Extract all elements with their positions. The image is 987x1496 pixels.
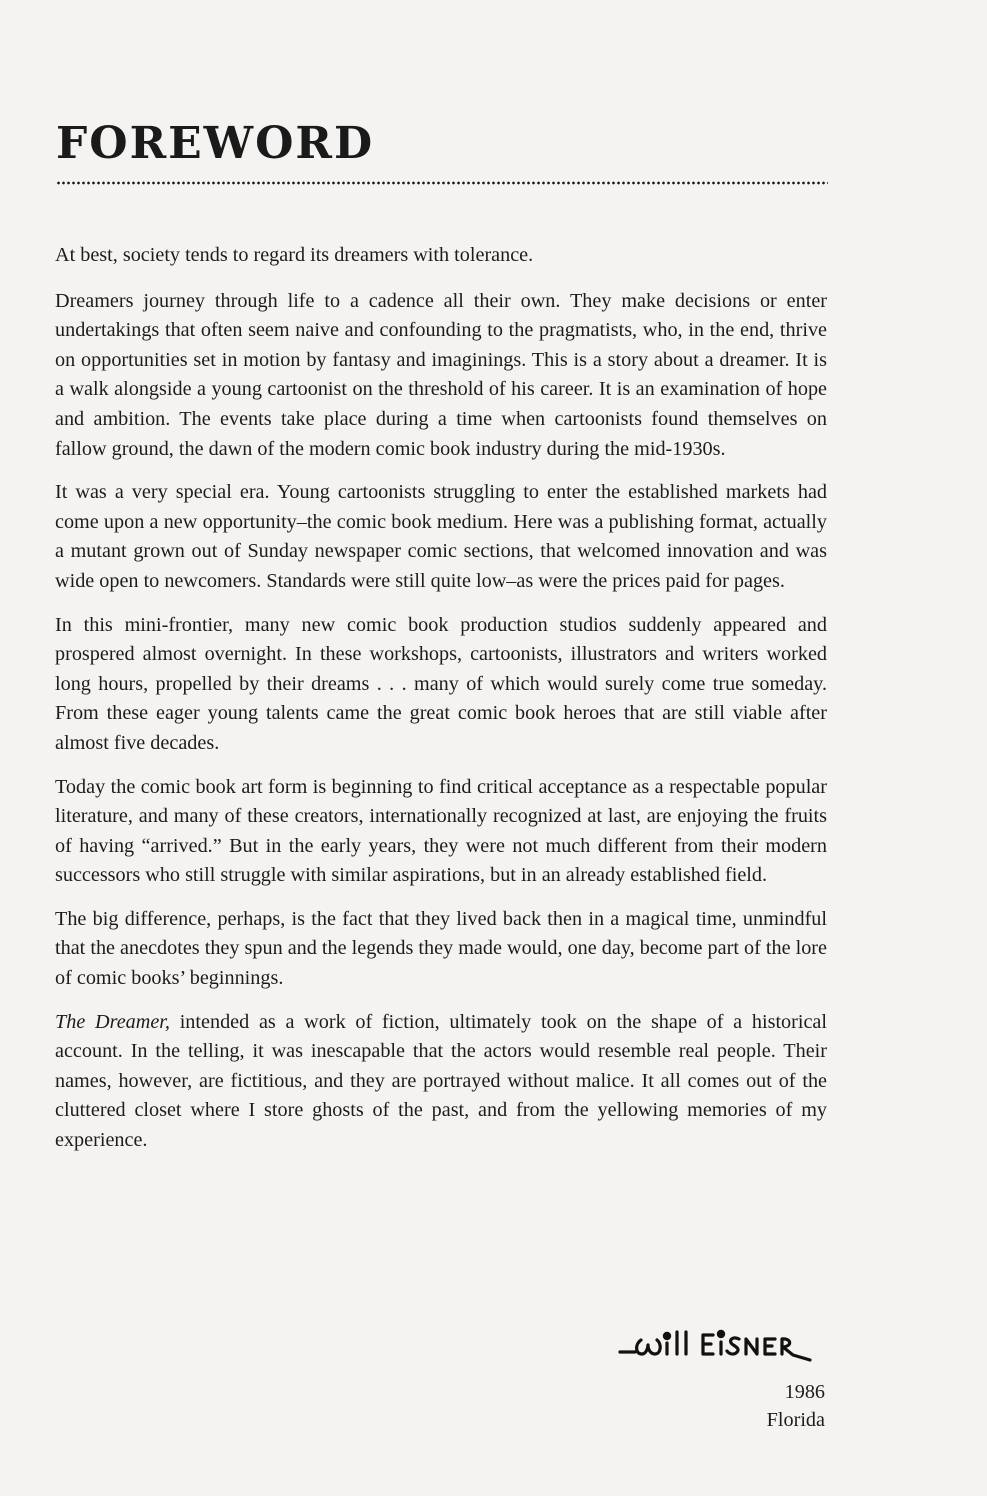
place: Florida [766,1409,825,1431]
dotted-rule [56,181,828,185]
paragraph-7-text: intended as a work of fiction, ultimately took on the shape of a historical account. In the telling, it was inescapable that the actors would resemble real people. Their names, however, are fictitious, and they are portrayed without malice. It all comes out of the cluttered closet where I store ghosts of the past, and from the yellowing memories of my experience. [55,1010,828,1152]
paragraph-1: At best, society tends to regard its dreamers with tolerance. [55,244,534,266]
page-title: FOREWORD [56,118,375,169]
paragraph-4: In this mini-frontier, many new comic book production studios suddenly appeared and prospered almost overnight. In these workshops, cartoonists, illustrators and writers worked long hours, propelled by their dreams . . . many of which would surely come true someday. From these eager young talents came the great comic book heroes that are still viable after almost five decades. [55,613,827,754]
signature-drawing [615,1320,830,1370]
paragraph-2: Dreamers journey through life to a cadence all their own. They make decisions or enter undertakings that often seem naive and confounding to the pragmatists, who, in the end, thrive on opportunities set in motion by fantasy and imaginings. This is a story about a dreamer. It is a walk alongside a young cartoonist on the threshold of his career. It is an examination of hope and ambition. The events take place during a time when cartoonists found themselves on fallow ground, the dawn of the modern comic book industry during the mid-1930s. [55,289,827,460]
paragraph-5: Today the comic book art form is beginning to find critical acceptance as a respectable popular literature, and many of these creators, internationally recognized at last, are enjoying the fruits of having “arrived.” But in the early years, they were not much different from their modern successors who still struggle with similar aspirations, but in an already established field. [55,775,827,887]
foreword-body [55,241,827,1170]
paragraph-3: It was a very special era. Young cartoonists struggling to enter the established markets had come upon a new opportunity–the comic book medium. Here was a publishing format, actually a mutant grown out of Sunday newspaper comic sections, that welcomed innovation and was wide open to newcomers. Standards were still quite low–as were the prices paid for pages. [55,481,827,592]
signature [615,1320,830,1375]
paragraph-6: The big difference, perhaps, is the fact that they lived back then in a magical time, unmindful that the anecdotes they spun and the legends they made would, one day, become part of the lore of comic books’ beginnings. [55,907,827,990]
book-title: The Dreamer, [55,1010,170,1033]
year: 1986 [784,1381,825,1403]
paragraph-7 [55,1008,827,1156]
